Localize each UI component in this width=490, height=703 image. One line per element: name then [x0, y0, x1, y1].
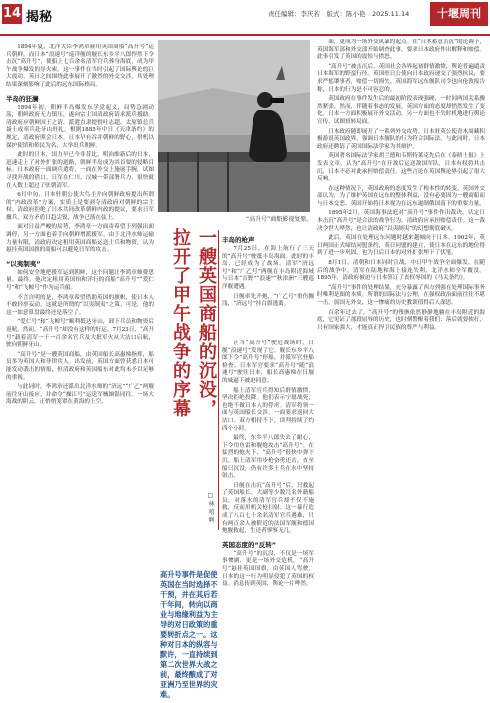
paragraph: 日本政府随即展开了一系列外交攻势。日本驻英公使青木周藏积极游说英国政界，强调日本舰队的行为符合国际法。与此同时，日本政府还聘请了英国国际法学家为其辩护。	[317, 128, 485, 150]
byline: □ 林 嘻 啊	[207, 492, 214, 523]
paragraph: 日舰在击沉“高升号”后，只救起了英国船长、大副等少数几名外籍船员，对落水的清军官兵却不仅不施救，反而用机关枪扫射。这一暴行造成了八百七十余名清军官兵遇难，只有两百余人被附近的法国军舰和德国炮舰救起，生还者寥寥无几。	[222, 482, 314, 535]
subheading: “以夷制夷”	[6, 259, 41, 268]
paragraph: 此后，英国在处理远东问题时越来越倾向于日本。1902年，英日两国正式缔结同盟条约，英日同盟的建立，使日本在远东的地位得到了进一步巩固，也为日后日本的对外扩张埋下了伏笔。	[317, 235, 485, 257]
paragraph: 6月中旬，日本驻朝公使大鸟圭介向朝鲜政府提出所谓的“内政改革”方案，实质上是要剥夺清政府对朝鲜的宗主权。清政府拒绝了日本共同改革朝鲜内政的提议，要求日军撤兵，双方矛盾日趋尖锐，战争已箭在弦上。	[6, 192, 154, 221]
paragraph: 1894年初，朝鲜半岛爆发东学党起义，局势急剧动荡，朝鲜政府无力镇压，遂向宗主国清政府请求派兵援助。清政府应朝鲜国王之请，派遣直隶提督叶志超、太原镇总兵聂士成率兵赴牙山驻扎。根据1885年中日《天津条约》的规定，清政府照会日本。日本早有吞并朝鲜的野心，借机以保护使馆和侨民为名，大举出兵朝鲜。	[6, 104, 154, 149]
subheading: 丰岛的枪声	[222, 236, 255, 244]
paragraph: 面对日益严峻的局势，李鸿章一方面寄希望于列强出面调停，另一方面也着手向朝鲜增派援军。由于北洋水师运输力量有限，清政府决定租用英国商船运送士兵和物资，认为悬挂英国国旗的商船可以避免日军的攻击。	[6, 224, 154, 254]
paragraph: 英国著名国际法学家胡兰德和韦斯特莱克先后在《泰晤士报》上发表文章，认为“高升号”在开战后运送敌国军队，日本有权将其击沉，日本不必对此承担赔偿责任。这些言论在英国舆论界引起了很大反响。	[317, 153, 485, 183]
paragraph: 船上清军官兵得知后群情激愤，坚决拒绝投降。他们表示宁愿战死，也绝不做日本人的俘虏。清军将领一面与英国船长交涉，一面要求返回大沽口。双方相持不下，谈判持续了约四个小时。	[222, 387, 314, 432]
paragraph: 最终，东乡平八郎失去了耐心，下令用鱼雷和舰炮攻击“高升号”。在猛烈的炮火下，“高升号”很快中弹下沉。船上清军用步枪奋勇还击，直至船只沉没，仍有许多士兵在水中坚持射击。	[222, 435, 314, 480]
headline-line-1: 一艘英国商船的沉没，	[196, 228, 217, 418]
paragraph: “高升号”被击沉后，英国社会各界起初群情激愤，舆论普遍谴责日本海军的野蛮行径。英国驻日公使向日本政府递交了强烈抗议，要求严惩肇事者，赔偿一切损失。英国海军远东舰队司令也向伦敦报告称，日本的行为是不可容忍的。	[317, 63, 485, 93]
paragraph: 在这种情况下，英国政府的态度发生了根本性的转变。英国外交部认为，为了维护英国在远东的整体利益，没有必要因为一艘商船而与日本交恶。英国开始将日本视为在远东遏制俄国南下的重要力量。	[317, 185, 485, 207]
paragraph: 7月25日，在海上航行了三天的“高升号”驶抵丰岛海面。此时的丰岛，已经成为了战场。清军“济远号”和“广乙号”两舰在丰岛附近海域与日本“吉野”“浪速”“秋津洲”三艘巡洋舰遭遇。	[222, 246, 314, 290]
article-column-2b	[222, 340, 314, 696]
subheading: 半岛的狂澜	[6, 94, 39, 103]
photo-illustration	[158, 40, 310, 212]
paragraph: 百余年过去了，“高升号”的残骸依然静静地躺在丰岛附近的海底，它见证了那段屈辱的历史，也时刻警醒着我们：落后就要挨打，只有国家强大，才能真正捍卫民族的尊严与利益。	[317, 309, 485, 331]
article-column-3	[317, 39, 485, 691]
paragraph: “高升号”事件的处理结果，充分暴露了西方列强在处理国际事务时唯利是图的本质。所谓的国际法与公理，在强权政治面前往往不堪一击。弱国无外交，这一惨痛的历史教训值得后人深思。	[317, 284, 485, 306]
paragraph: 如何安全地把援军运到朝鲜，这个问题让李鸿章颇费思量。最终，他决定租用英国怡和洋行的商船“高升号”“爱仁号”和“飞鲸号”作为运兵船。	[6, 269, 154, 292]
paragraph: “高升号”是一艘英国商船，由英国船长高惠悌指挥，船员多为英国人和菲律宾人。出发前，英国方面曾获悉日本可能发动袭击的情报，但清政府和英国船东对此均未予以足够的重视。	[6, 351, 154, 381]
article-column-1	[6, 44, 154, 696]
paragraph: 正当“高升号”驶近战场时，日舰“浪速号”发现了它。舰长东乡平八郎下令“高升号”停船，并派军官登船检查。日本军官要求“高升号”随“浪速号”驶往日本，船长高惠悌在日舰的威逼下被迫同意。	[222, 340, 314, 384]
headline-line-2: 拉开了甲午战争的序幕	[170, 228, 191, 418]
page-number: 14	[2, 4, 22, 24]
photo-caption: “高升号”商船影视复原。	[246, 216, 313, 223]
editor-credits: 责任编辑：李庆若 版式：陈小艳 2025.11.14	[268, 10, 410, 18]
photo-ship-bridge	[158, 40, 310, 212]
paragraph: “高升号”的沉没，不仅是一场军事惨剧，更是一场外交危机。“高升号”悬挂英国国旗，由英国人驾驶，日本的这一行为明显侵犯了英国的权益。消息传到英国，舆论一片哗然。	[222, 550, 314, 588]
paragraph: 1895年2月，英国海事法庭对“高升号”事件作出裁决，认定日本击沉“高升号”是合法的战争行为，清政府应承担赔偿责任。这一裁决令世人哗然，也让清政府“以夷制夷”的幻想彻底破灭。	[317, 210, 485, 232]
paragraph: 英国政府在事件发生后的最初阶段表现强硬，一时间两国关系骤然紧张。然而，伴随着事态的发展，英国方面的态度却悄然发生了变化。日本一方面积极展开外交活动，另一方面也不失时机地进行舆论宣传，试图扭转局面。	[317, 96, 485, 125]
paragraph: 1894年夏，北洋大臣李鸿章雇用英国商船“高升号”运兵朝鲜。而日本“浪速号”巡洋舰的舰长东乡平八郎悍然下令击沉“高升号”，使船上七百余名清军官兵葬身海底，成为甲午战争爆发的导火索。这一事件在当时引起了国际舆论的巨大震动，英日之间围绕此事展开了激烈的外交交涉，其处理结果深刻影响了此后的远东国际格局。	[6, 44, 154, 88]
paragraph: 面，更成为一场外交风暴的起点。在“日本蓄意击沉”的论调下，英国海军部和外交部开始调查此事，要求日本政府作出解释和赔偿。此事引发了英国的震惊与愤怒。	[317, 39, 485, 61]
paragraph: 此时的日本，国力早已今非昔比。明治维新后的日本，迅速走上了对外扩张的道路，朝鲜半岛成为其首要的侵略目标。日本政府一面调兵遣将，一面在外交上施展手腕，试图寻找开战的借口。日军在仁川、汉城一带部署兵力，很快就在人数上超过了驻朝清军。	[6, 152, 154, 189]
subheading: 英国态度的“反转”	[222, 540, 277, 549]
paragraph: 与此同时，李鸿章还派出北洋水师的“济远”“广乙”两舰前往牙山接应，并命令“操江号”运送军械饷银同往。一场大海战的阴云，正悄悄笼罩在黄海的上空。	[6, 384, 154, 406]
masthead: 十堰周刊	[430, 2, 488, 26]
paragraph: 8月1日，清朝和日本同时宣战，中日甲午战争全面爆发。在随后的战争中，清军在陆地和海上接连失利，北洋水师全军覆没。1895年，清政府被迫与日本签订了丧权辱国的《马关条约》。	[317, 260, 485, 282]
page-header	[0, 0, 490, 36]
paragraph: “爱仁号”和“飞鲸号”顺利抵达牙山，卸下兵员和物资后返航。然而，“高升号”却没有这样的好运。7月23日，“高升号”载着清军一千一百余名官兵及大批军火从大沽口启航，驶向朝鲜牙山。	[6, 319, 154, 349]
article-column-2a	[222, 231, 314, 323]
paragraph: 日舰率先开炮，“广乙号”重伤搁浅，“济远号”挂白旗逃离。	[222, 293, 314, 308]
paragraph: 不言自明的是，李鸿章希望借助英国的旗帜，使日本人不敢轻举妄动。这就是所谓的“以夷制夷”之策。可是，他的这一如意算盘最终还是落空了。	[6, 294, 154, 316]
pull-quote: 高升号事件是促使英国在当时选择不干预，并在其后若干年间，转向以商业与地缘利益为主导的对日政策的重要转折点之一。这种对日本的纵容与默许，一直持续到第二次世界大战之前，最终酿成了对亚洲乃至世界的灾难。	[160, 570, 218, 699]
section-title: 揭秘	[26, 10, 53, 25]
headline-divider	[218, 230, 219, 530]
